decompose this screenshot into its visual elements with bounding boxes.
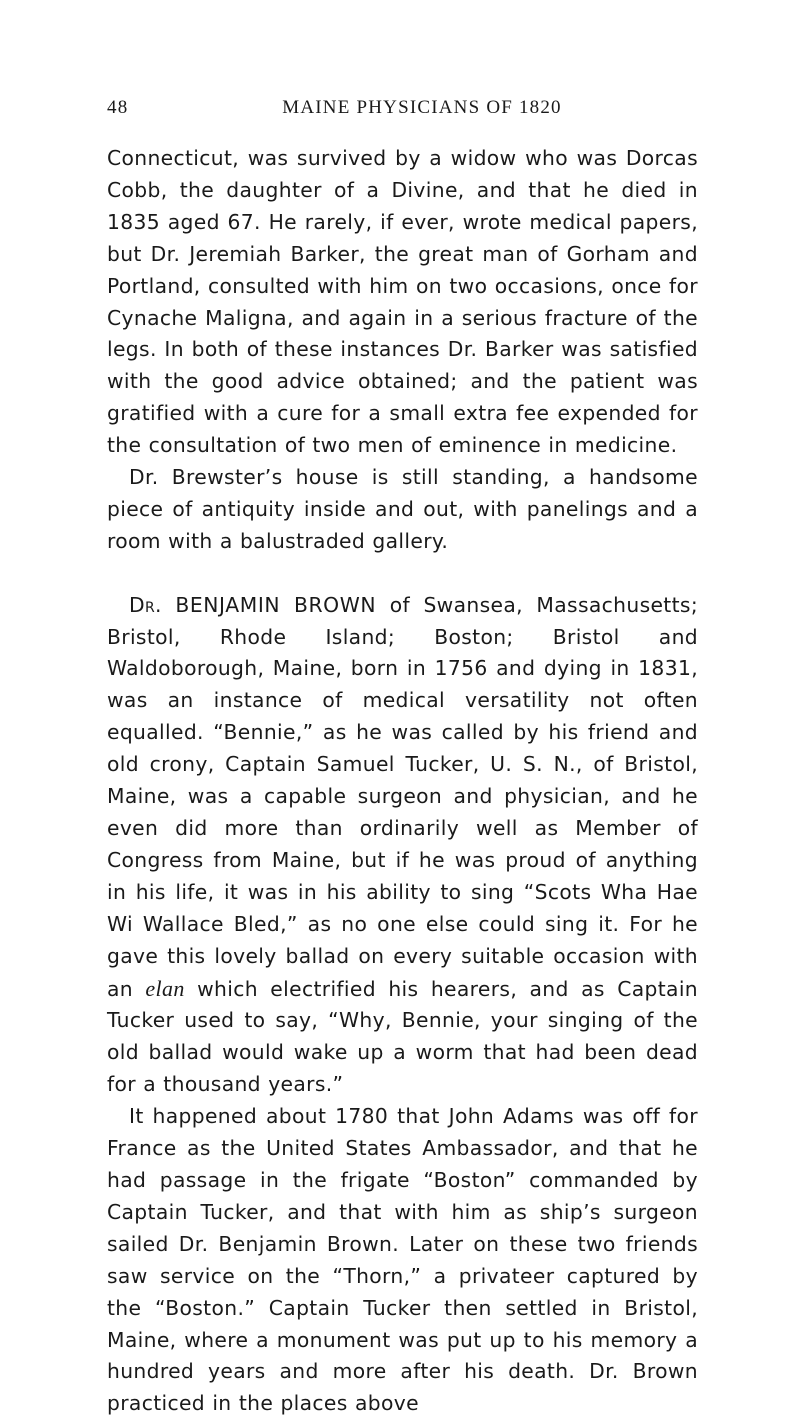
body-text bbox=[107, 143, 698, 1420]
italic-word: elan bbox=[145, 975, 185, 1001]
running-head bbox=[107, 97, 707, 127]
paragraph-1: Connecticut, was survived by a widow who was Dorcas Cobb, the daughter of a Divine, and that he died in 1835 aged 67. He rarely, if ever, wrote medical papers, but Dr. Jeremiah Barker, the great man of Gorham and Portland, consulted with him on two occasions, once for Cynache Maligna, and again in a serious fracture of the legs. In both of these instances Dr. Barker was satisfied with the good advice obtained; and the patient was gratified with a cure for a small extra fee expended for the consultation of two men of eminence in medicine. bbox=[107, 146, 698, 458]
paragraph-4: It happened about 1780 that John Adams was off for France as the United States Ambassador, and that he had passage in the frigate “Boston” commanded by Captain Tucker, and that with him as ship’s surgeon sailed Dr. Benjamin Brown. Later on these two friends saw service on the “Thorn,” a privateer captured by the “Boston.” Captain Tucker then settled in Bristol, Maine, where a monument was put up to his memory a hundred years and more after his death. Dr. Brown practiced in the places above bbox=[107, 1104, 698, 1416]
subject-name: BENJAMIN BROWN bbox=[175, 592, 377, 617]
paragraph-3 bbox=[107, 590, 698, 1102]
paragraph-3-text: of Swansea, Massachusetts; Bristol, Rhode Island; Boston; Bristol and Waldoborough, Maine, born in 1756 and dying in 1831, was an instance of medical versatility not often equalled. “Bennie,” as he was called by his friend and old crony, Captain Samuel Tucker, U. S. N., of Bristol, Maine, was a capable surgeon and physician, and he even did more than ordinarily well as Member of Congress from Maine, but if he was proud of anything in his life, it was in his ability to sing “Scots Wha Hae Wi Wallace Bled,” as no one else could sing it. For he gave this lovely ballad on every suitable occasion with an bbox=[107, 592, 699, 1001]
paragraph-3-text-end: which electrified his hearers, and as Captain Tucker used to say, “Why, Bennie, your singing of the old ballad would wake up a worm that had been dead for a thousand years.” bbox=[107, 976, 699, 1097]
page-number: 48 bbox=[107, 97, 129, 118]
doctor-title: Dr. bbox=[129, 592, 162, 617]
running-title: MAINE PHYSICIANS OF 1820 bbox=[282, 97, 562, 118]
paragraph-2: Dr. Brewster’s house is still standing, a handsome piece of antiquity inside and out, with panelings and a room with a balustraded gallery. bbox=[107, 465, 698, 553]
